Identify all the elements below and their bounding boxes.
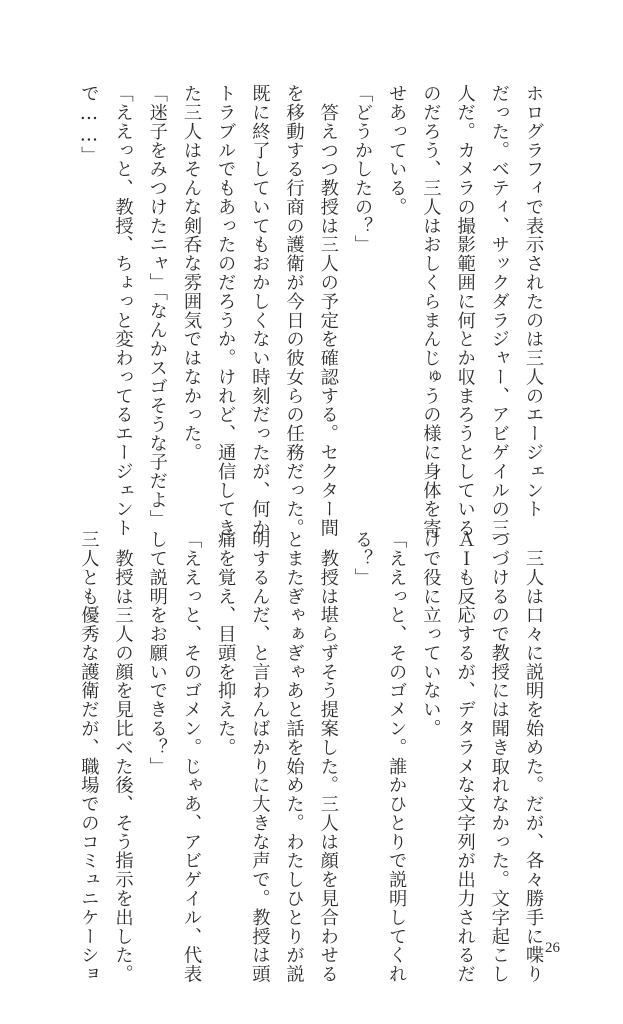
text-line: 教授は三人の顔を見比べた後、そう指示を出した。: [112, 530, 134, 984]
text-line: けで役に立っていない。: [420, 530, 442, 738]
text-line: して説明をお願いできる？」: [146, 530, 168, 776]
text-line: 既に終了していてもおかしくない時刻だったが、何か: [249, 84, 271, 538]
text-line: 三人とも優秀な護衛だが、職場でのコミュニケーショ: [78, 530, 100, 984]
text-line: 三人は口々に説明を始めた。だが、各々勝手に喋り: [523, 530, 544, 984]
text-line: た三人はそんな剣呑な雰囲気ではなかった。: [180, 84, 202, 462]
text-line: 「ええっと、そのゴメン。じゃあ、アビゲイル、代表: [180, 530, 202, 984]
text-line: 「ええっと、そのゴメン。誰かひとりで説明してくれ: [386, 530, 408, 984]
text-line: 答えつつ教授は三人の予定を確認する。セクター間: [317, 84, 339, 538]
text-line: 「迷子をみつけたニャ」「なんかスゴそうな子だよ」: [146, 84, 168, 529]
page-number: 26: [545, 940, 560, 956]
lower-text-block: [78, 530, 550, 984]
text-line: る？」: [351, 530, 373, 587]
text-line: を移動する行商の護衛が今日の彼女らの任務だった。: [283, 84, 305, 538]
text-line: トラブルでもあったのだろうか。けれど、通信してき: [215, 84, 237, 538]
text-line: 痛を覚え、目頭を抑えた。: [215, 530, 237, 757]
text-line: 「どうかしたの？」: [351, 84, 373, 255]
text-line: 教授は堪らずそう提案した。三人は顔を見合わせる: [317, 530, 339, 984]
text-line: とまたぎゃぁぎゃあと話を始めた。わたしひとりが説: [283, 530, 305, 984]
text-line: 明するんだ、と言わんばかりに大きな声で。教授は頭: [249, 530, 271, 984]
text-line: 「ええっと、教授、ちょっと変わってるエージェント: [112, 84, 134, 538]
text-line: せあっている。: [386, 84, 408, 217]
text-line: ホログラフィで表示されたのは三人のエージェント: [523, 84, 544, 519]
text-line: つづけるので教授には聞き取れなかった。文字起こし: [488, 530, 510, 984]
text-line: だった。ベティ、サックダラジャー、アビゲイルの三: [488, 84, 510, 538]
text-line: 人だ。カメラの撮影範囲に何とか収まろうとしている: [454, 84, 476, 538]
text-line: のだろう、三人はおしくらまんじゅうの様に身体を寄: [420, 84, 442, 538]
text-line: で……」: [78, 84, 100, 165]
upper-text-block: [78, 84, 550, 538]
text-line: ＡＩも反応するが、デタラメな文字列が出力されるだ: [454, 530, 476, 984]
